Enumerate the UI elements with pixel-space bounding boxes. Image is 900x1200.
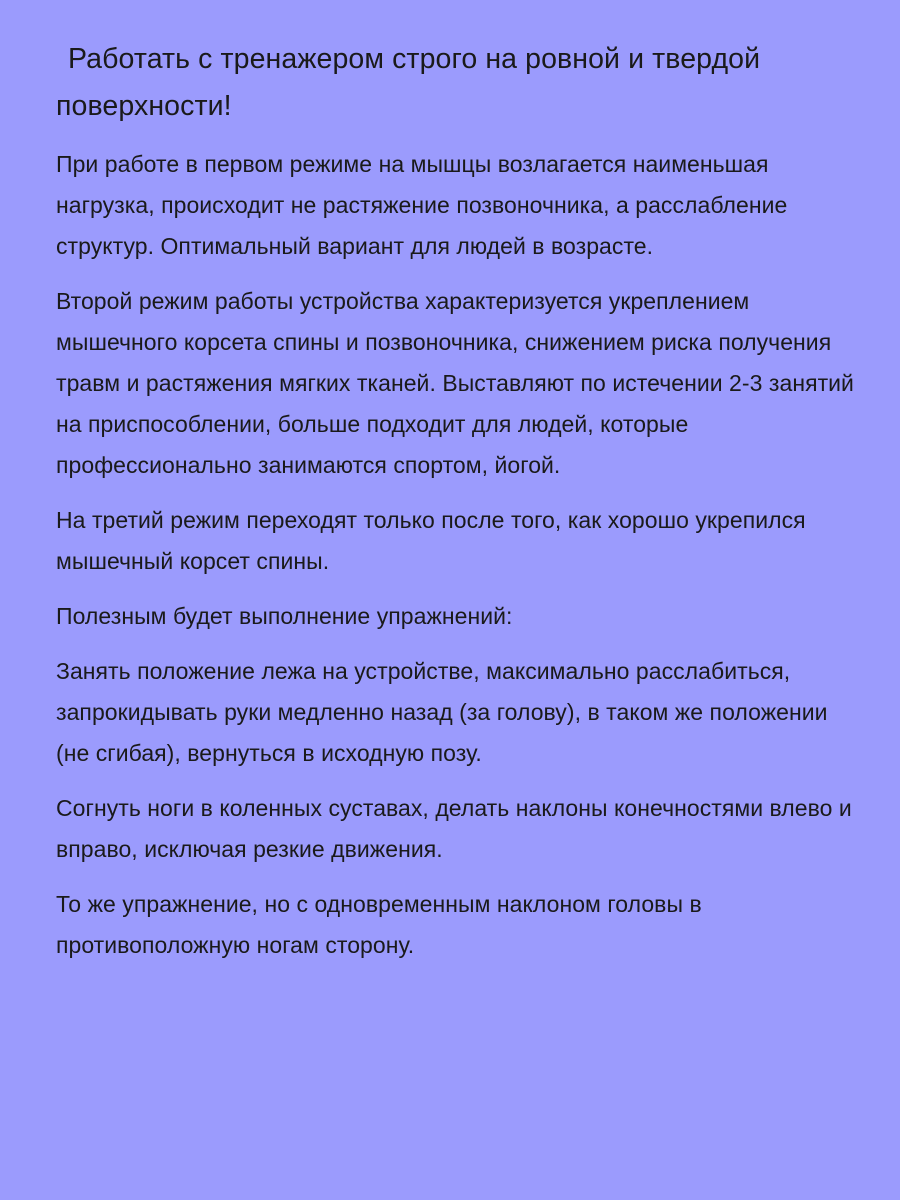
paragraph-exercise-three: То же упражнение, но с одновременным наклоном головы в противоположную ногам сторону. [56, 891, 702, 958]
paragraph-exercises-intro: Полезным будет выполнение упражнений: [56, 603, 513, 629]
paragraph-mode-two: Второй режим работы устройства характеризуется укреплением мышечного корсета спины и позвоночника, снижением риска получения травм и растяжения мягких тканей. Выставляют по истечении 2-3 занятий на приспособлении, больше подходит для людей, которые профессионально занимаются спортом, йогой. [56, 288, 854, 478]
paragraph-exercise-one: Занять положение лежа на устройстве, максимально расслабиться, запрокидывать руки медленно назад (за голову), в таком же положении (не сгибая), вернуться в исходную позу. [56, 658, 828, 766]
paragraph-mode-one: При работе в первом режиме на мышцы возлагается наименьшая нагрузка, происходит не растяжение позвоночника, а расслабление структур. Оптимальный вариант для людей в возрасте. [56, 151, 788, 259]
paragraph-exercise-two: Согнуть ноги в коленных суставах, делать наклоны конечностями влево и вправо, исключая резкие движения. [56, 795, 852, 862]
paragraph-mode-three: На третий режим переходят только после того, как хорошо укрепился мышечный корсет спины. [56, 507, 806, 574]
document-heading: Работать с тренажером строго на ровной и твердой поверхности! [56, 43, 761, 122]
